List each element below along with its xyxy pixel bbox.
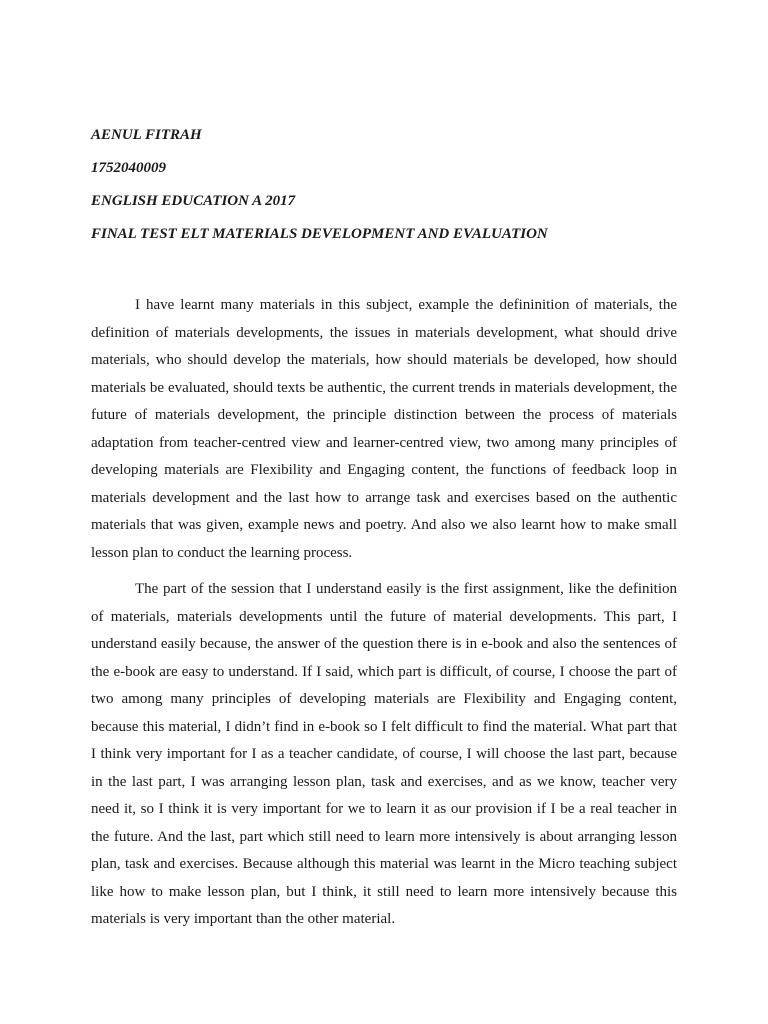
- student-id: 1752040009: [91, 160, 166, 176]
- document-header: [91, 124, 691, 256]
- paragraph-1: I have learnt many materials in this subject, example the defininition of materials, the definition of materials developments, the issues in materials development, what should drive materials, who should develop the materials, how should materials be developed, how should materials be evaluated, should texts be authentic, the current trends in materials development, the future of materials development, the principle distinction between the process of materials adaptation from teacher-centred view and learner-centred view, two among many principles of developing materials are Flexibility and Engaging content, the functions of feedback loop in materials development and the last how to arrange task and exercises based on the authentic materials that was given, example news and poetry. And also we also learnt how to make small lesson plan to conduct the learning process.: [91, 297, 677, 561]
- author-name: AENUL FITRAH: [91, 127, 202, 143]
- paragraph-2: The part of the session that I understand easily is the first assignment, like the definition of materials, materials developments until the future of material developments. This part, I understand easily because, the answer of the question there is in e-book and also the sentences of the e-book are easy to understand. If I said, which part is difficult, of course, I choose the part of two among many principles of developing materials are Flexibility and Engaging content, because this material, I didn’t find in e-book so I felt difficult to find the material. What part that I think very important for I as a teacher candidate, of course, I will choose the last part, because in the last part, I was arranging lesson plan, task and exercises, and as we know, teacher very need it, so I think it is very important for we to learn it as our provision if I be a real teacher in the future. And the last, part which still need to learn more intensively is about arranging lesson plan, task and exercises. Because although this material was learnt in the Micro teaching subject like how to make lesson plan, but I think, it still need to learn more intensively because this materials is very important than the other material.: [91, 581, 677, 927]
- class-name: ENGLISH EDUCATION A 2017: [91, 193, 296, 209]
- document-title: FINAL TEST ELT MATERIALS DEVELOPMENT AND EVALUATION: [91, 226, 548, 242]
- document-body: [91, 292, 677, 943]
